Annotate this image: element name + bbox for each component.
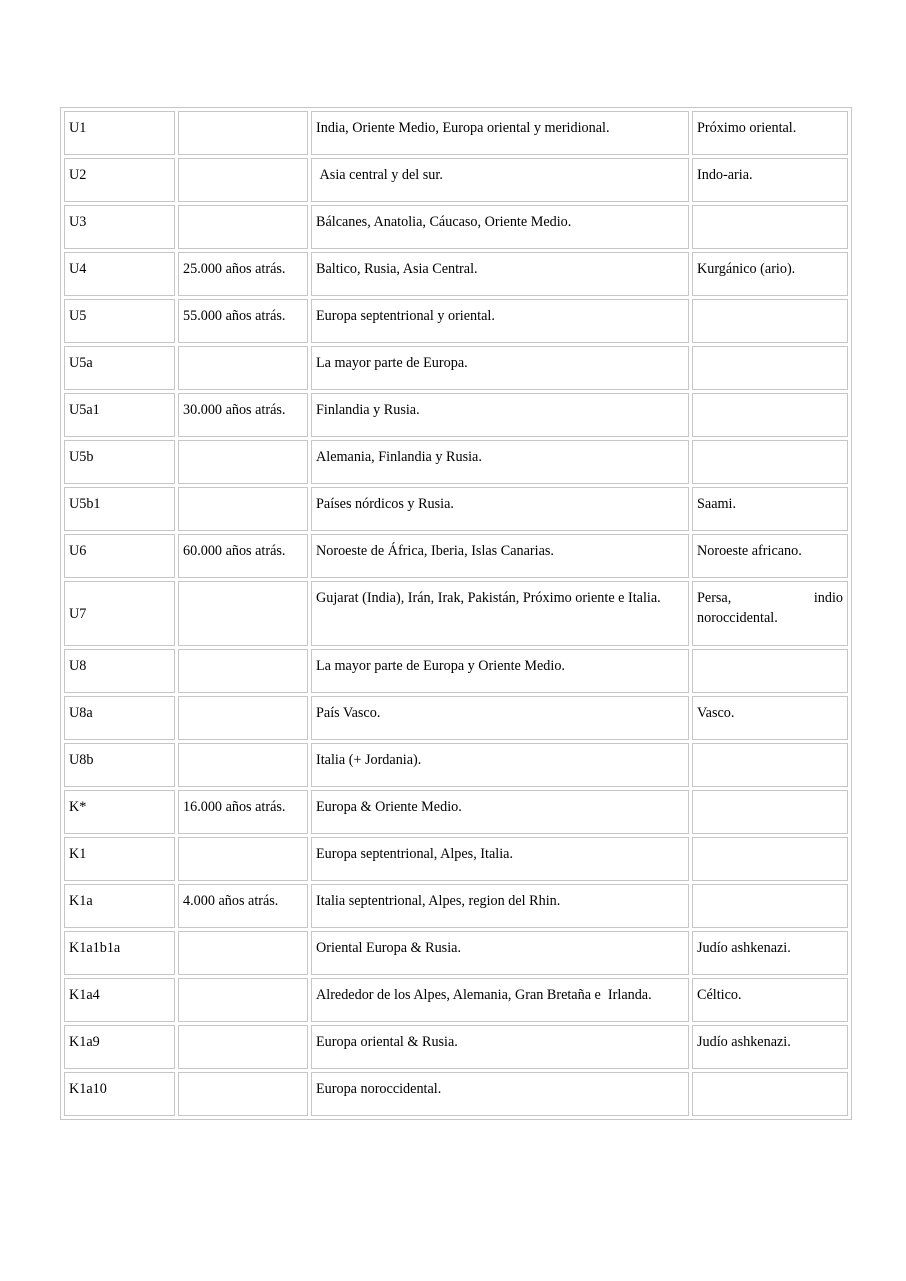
table-row <box>64 534 848 578</box>
population-cell: Judío ashkenazi. <box>692 931 848 975</box>
age-cell <box>178 346 308 390</box>
population-cell: Kurgánico (ario). <box>692 252 848 296</box>
age-cell: 25.000 años atrás. <box>178 252 308 296</box>
table-row <box>64 743 848 787</box>
age-cell <box>178 111 308 155</box>
haplogroup-cell: U2 <box>64 158 175 202</box>
population-cell: Céltico. <box>692 978 848 1022</box>
region-cell: Europa & Oriente Medio. <box>311 790 689 834</box>
document-page <box>60 107 845 1120</box>
age-cell <box>178 158 308 202</box>
population-cell <box>692 393 848 437</box>
table-row <box>64 1025 848 1069</box>
table-row <box>64 931 848 975</box>
haplogroup-cell: K* <box>64 790 175 834</box>
haplogroup-cell: K1a4 <box>64 978 175 1022</box>
haplogroup-table <box>60 107 852 1120</box>
haplogroup-cell: K1a1b1a <box>64 931 175 975</box>
haplogroup-cell: U5b <box>64 440 175 484</box>
haplogroup-cell: U8 <box>64 649 175 693</box>
haplogroup-cell: U5b1 <box>64 487 175 531</box>
population-cell: Indo-aria. <box>692 158 848 202</box>
haplogroup-cell: K1a10 <box>64 1072 175 1116</box>
region-cell: Alrededor de los Alpes, Alemania, Gran Bretaña e Irlanda. <box>311 978 689 1022</box>
table-row <box>64 111 848 155</box>
age-cell <box>178 1072 308 1116</box>
population-cell: Noroeste africano. <box>692 534 848 578</box>
table-row <box>64 837 848 881</box>
table-row <box>64 158 848 202</box>
region-cell: Países nórdicos y Rusia. <box>311 487 689 531</box>
population-cell <box>692 837 848 881</box>
region-cell: La mayor parte de Europa. <box>311 346 689 390</box>
age-cell <box>178 978 308 1022</box>
population-cell <box>692 205 848 249</box>
region-cell: Alemania, Finlandia y Rusia. <box>311 440 689 484</box>
population-cell: Persa, indio noroccidental. <box>692 581 848 646</box>
population-cell: Vasco. <box>692 696 848 740</box>
haplogroup-cell: K1a <box>64 884 175 928</box>
population-cell <box>692 440 848 484</box>
population-cell <box>692 299 848 343</box>
haplogroup-cell: U3 <box>64 205 175 249</box>
age-cell <box>178 487 308 531</box>
haplogroup-cell: U7 <box>64 581 175 646</box>
region-cell: Europa septentrional y oriental. <box>311 299 689 343</box>
population-cell: Judío ashkenazi. <box>692 1025 848 1069</box>
region-cell: Europa noroccidental. <box>311 1072 689 1116</box>
haplogroup-table-body <box>64 111 848 1116</box>
haplogroup-cell: U6 <box>64 534 175 578</box>
population-cell <box>692 884 848 928</box>
age-cell <box>178 649 308 693</box>
table-row <box>64 649 848 693</box>
region-cell: Europa septentrional, Alpes, Italia. <box>311 837 689 881</box>
region-cell: Oriental Europa & Rusia. <box>311 931 689 975</box>
region-cell: Italia septentrional, Alpes, region del Rhin. <box>311 884 689 928</box>
table-row <box>64 252 848 296</box>
age-cell: 60.000 años atrás. <box>178 534 308 578</box>
age-cell <box>178 696 308 740</box>
population-cell <box>692 346 848 390</box>
table-row <box>64 393 848 437</box>
haplogroup-cell: U5a1 <box>64 393 175 437</box>
age-cell <box>178 440 308 484</box>
age-cell <box>178 205 308 249</box>
population-cell <box>692 790 848 834</box>
table-row <box>64 205 848 249</box>
table-row <box>64 299 848 343</box>
population-cell <box>692 649 848 693</box>
table-row <box>64 696 848 740</box>
region-cell: Bálcanes, Anatolia, Cáucaso, Oriente Medio. <box>311 205 689 249</box>
age-cell <box>178 1025 308 1069</box>
haplogroup-cell: U5a <box>64 346 175 390</box>
age-cell: 4.000 años atrás. <box>178 884 308 928</box>
haplogroup-cell: U5 <box>64 299 175 343</box>
table-row <box>64 440 848 484</box>
table-row <box>64 581 848 646</box>
age-cell: 16.000 años atrás. <box>178 790 308 834</box>
table-row <box>64 1072 848 1116</box>
population-cell <box>692 743 848 787</box>
haplogroup-cell: K1 <box>64 837 175 881</box>
region-cell: Gujarat (India), Irán, Irak, Pakistán, Próximo oriente e Italia. <box>311 581 689 646</box>
region-cell: Finlandia y Rusia. <box>311 393 689 437</box>
population-cell: Saami. <box>692 487 848 531</box>
population-cell: Próximo oriental. <box>692 111 848 155</box>
region-cell: Noroeste de África, Iberia, Islas Canarias. <box>311 534 689 578</box>
region-cell: Asia central y del sur. <box>311 158 689 202</box>
region-cell: Baltico, Rusia, Asia Central. <box>311 252 689 296</box>
table-row <box>64 790 848 834</box>
haplogroup-cell: K1a9 <box>64 1025 175 1069</box>
region-cell: Italia (+ Jordania). <box>311 743 689 787</box>
region-cell: Europa oriental & Rusia. <box>311 1025 689 1069</box>
age-cell <box>178 743 308 787</box>
age-cell: 55.000 años atrás. <box>178 299 308 343</box>
age-cell <box>178 837 308 881</box>
age-cell: 30.000 años atrás. <box>178 393 308 437</box>
population-cell <box>692 1072 848 1116</box>
table-row <box>64 978 848 1022</box>
table-row <box>64 346 848 390</box>
age-cell <box>178 931 308 975</box>
haplogroup-cell: U4 <box>64 252 175 296</box>
table-row <box>64 884 848 928</box>
age-cell <box>178 581 308 646</box>
table-row <box>64 487 848 531</box>
haplogroup-cell: U8a <box>64 696 175 740</box>
haplogroup-cell: U8b <box>64 743 175 787</box>
haplogroup-cell: U1 <box>64 111 175 155</box>
region-cell: País Vasco. <box>311 696 689 740</box>
region-cell: India, Oriente Medio, Europa oriental y meridional. <box>311 111 689 155</box>
region-cell: La mayor parte de Europa y Oriente Medio. <box>311 649 689 693</box>
